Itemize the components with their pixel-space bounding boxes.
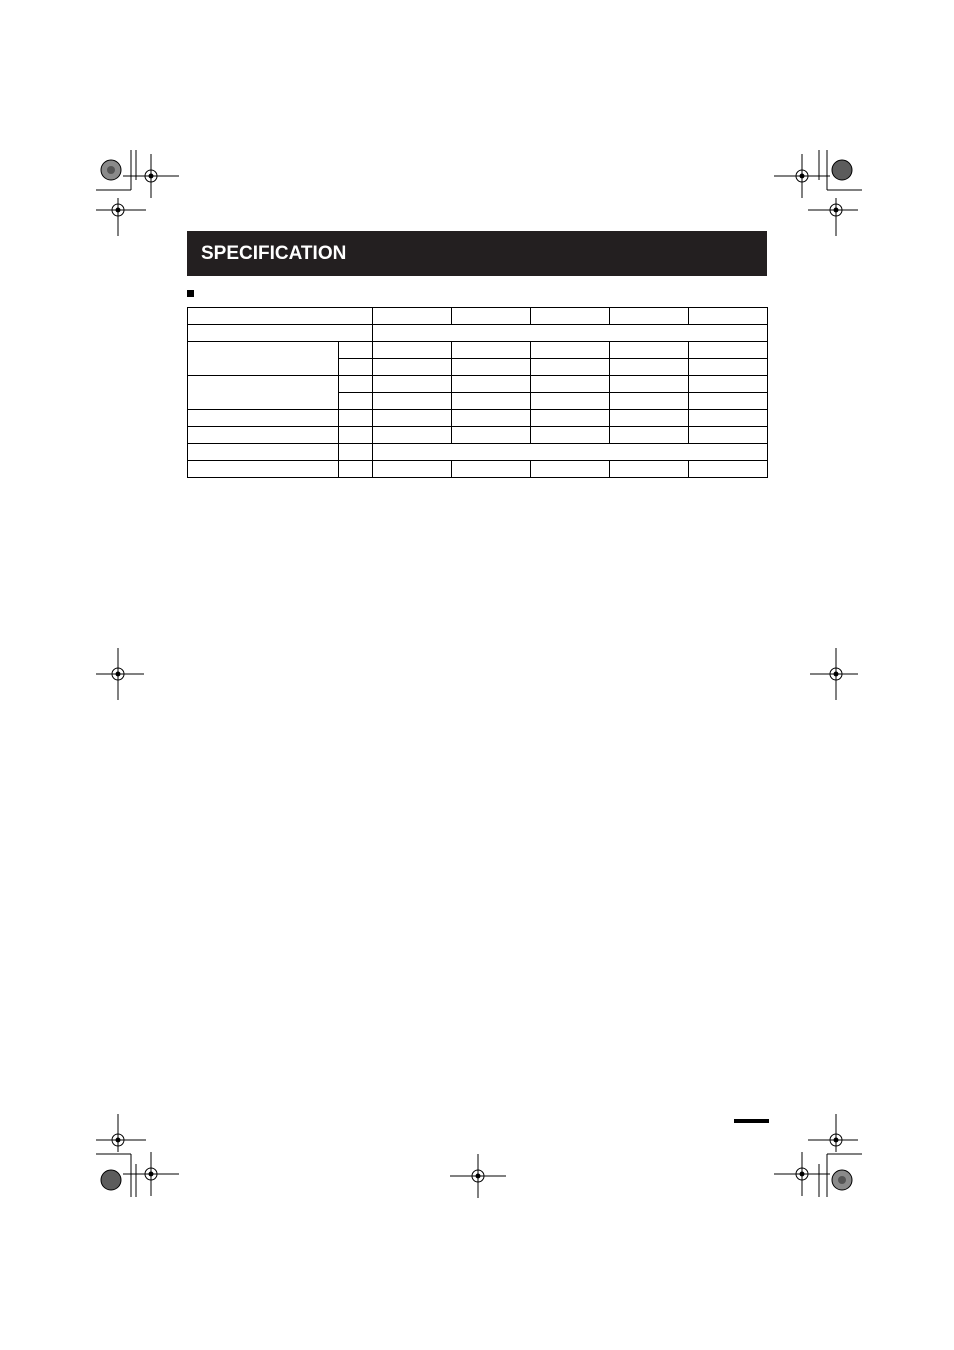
table-cell <box>689 410 768 427</box>
table-cell <box>188 444 339 461</box>
table-cell <box>689 427 768 444</box>
table-cell <box>531 376 610 393</box>
table-cell <box>339 393 373 410</box>
table-cell <box>610 359 689 376</box>
table-row <box>188 461 768 478</box>
table-cell <box>339 342 373 359</box>
table-cell <box>610 342 689 359</box>
registration-mark-middle-left <box>96 646 146 702</box>
table-cell <box>339 376 373 393</box>
table-cell <box>452 359 531 376</box>
registration-mark-top-left <box>96 150 186 240</box>
registration-mark-middle-right <box>810 646 860 702</box>
table-cell <box>689 359 768 376</box>
table-cell <box>373 325 768 342</box>
section-bullet-icon <box>187 290 194 297</box>
table-cell <box>188 376 339 410</box>
table-row <box>188 410 768 427</box>
table-cell <box>689 342 768 359</box>
table-cell <box>610 376 689 393</box>
table-cell <box>452 308 531 325</box>
specification-table <box>187 307 768 478</box>
table-cell <box>531 308 610 325</box>
table-cell <box>373 410 452 427</box>
table-cell <box>610 461 689 478</box>
table-cell <box>339 410 373 427</box>
table-row <box>188 444 768 461</box>
table-cell <box>531 359 610 376</box>
table-cell <box>531 393 610 410</box>
table-cell <box>373 376 452 393</box>
registration-mark-bottom-center <box>450 1150 506 1200</box>
table-cell <box>339 427 373 444</box>
table-cell <box>188 461 339 478</box>
table-cell <box>373 461 452 478</box>
table-row <box>188 342 768 359</box>
table-cell <box>531 410 610 427</box>
page-number-rule <box>734 1119 769 1123</box>
table-row <box>188 427 768 444</box>
table-cell <box>188 427 339 444</box>
section-title-banner <box>187 231 767 276</box>
table-cell <box>452 410 531 427</box>
table-cell <box>689 376 768 393</box>
table-row <box>188 308 768 325</box>
table-cell <box>373 359 452 376</box>
table-cell <box>188 325 373 342</box>
table-cell <box>689 461 768 478</box>
table-cell <box>452 393 531 410</box>
table-row <box>188 325 768 342</box>
table-cell <box>373 308 452 325</box>
table-cell <box>689 393 768 410</box>
registration-mark-bottom-left <box>96 1112 186 1202</box>
table-cell <box>373 393 452 410</box>
table-cell <box>339 444 373 461</box>
table-cell <box>610 308 689 325</box>
table-cell <box>373 427 452 444</box>
table-cell <box>610 410 689 427</box>
table-cell <box>188 410 339 427</box>
table-cell <box>610 427 689 444</box>
table-row <box>188 376 768 393</box>
page-title: SPECIFICATION <box>201 243 347 264</box>
table-cell <box>452 342 531 359</box>
table-cell <box>689 308 768 325</box>
table-cell <box>452 427 531 444</box>
table-cell <box>452 376 531 393</box>
table-cell <box>531 342 610 359</box>
table-cell <box>339 359 373 376</box>
registration-mark-bottom-right <box>772 1112 862 1202</box>
table-cell <box>531 461 610 478</box>
table-cell <box>452 461 531 478</box>
table-cell <box>373 444 768 461</box>
table-cell <box>610 393 689 410</box>
registration-mark-top-right <box>772 150 862 240</box>
table-cell <box>373 342 452 359</box>
table-cell <box>188 308 373 325</box>
table-cell <box>339 461 373 478</box>
table-cell <box>531 427 610 444</box>
table-cell <box>188 342 339 376</box>
